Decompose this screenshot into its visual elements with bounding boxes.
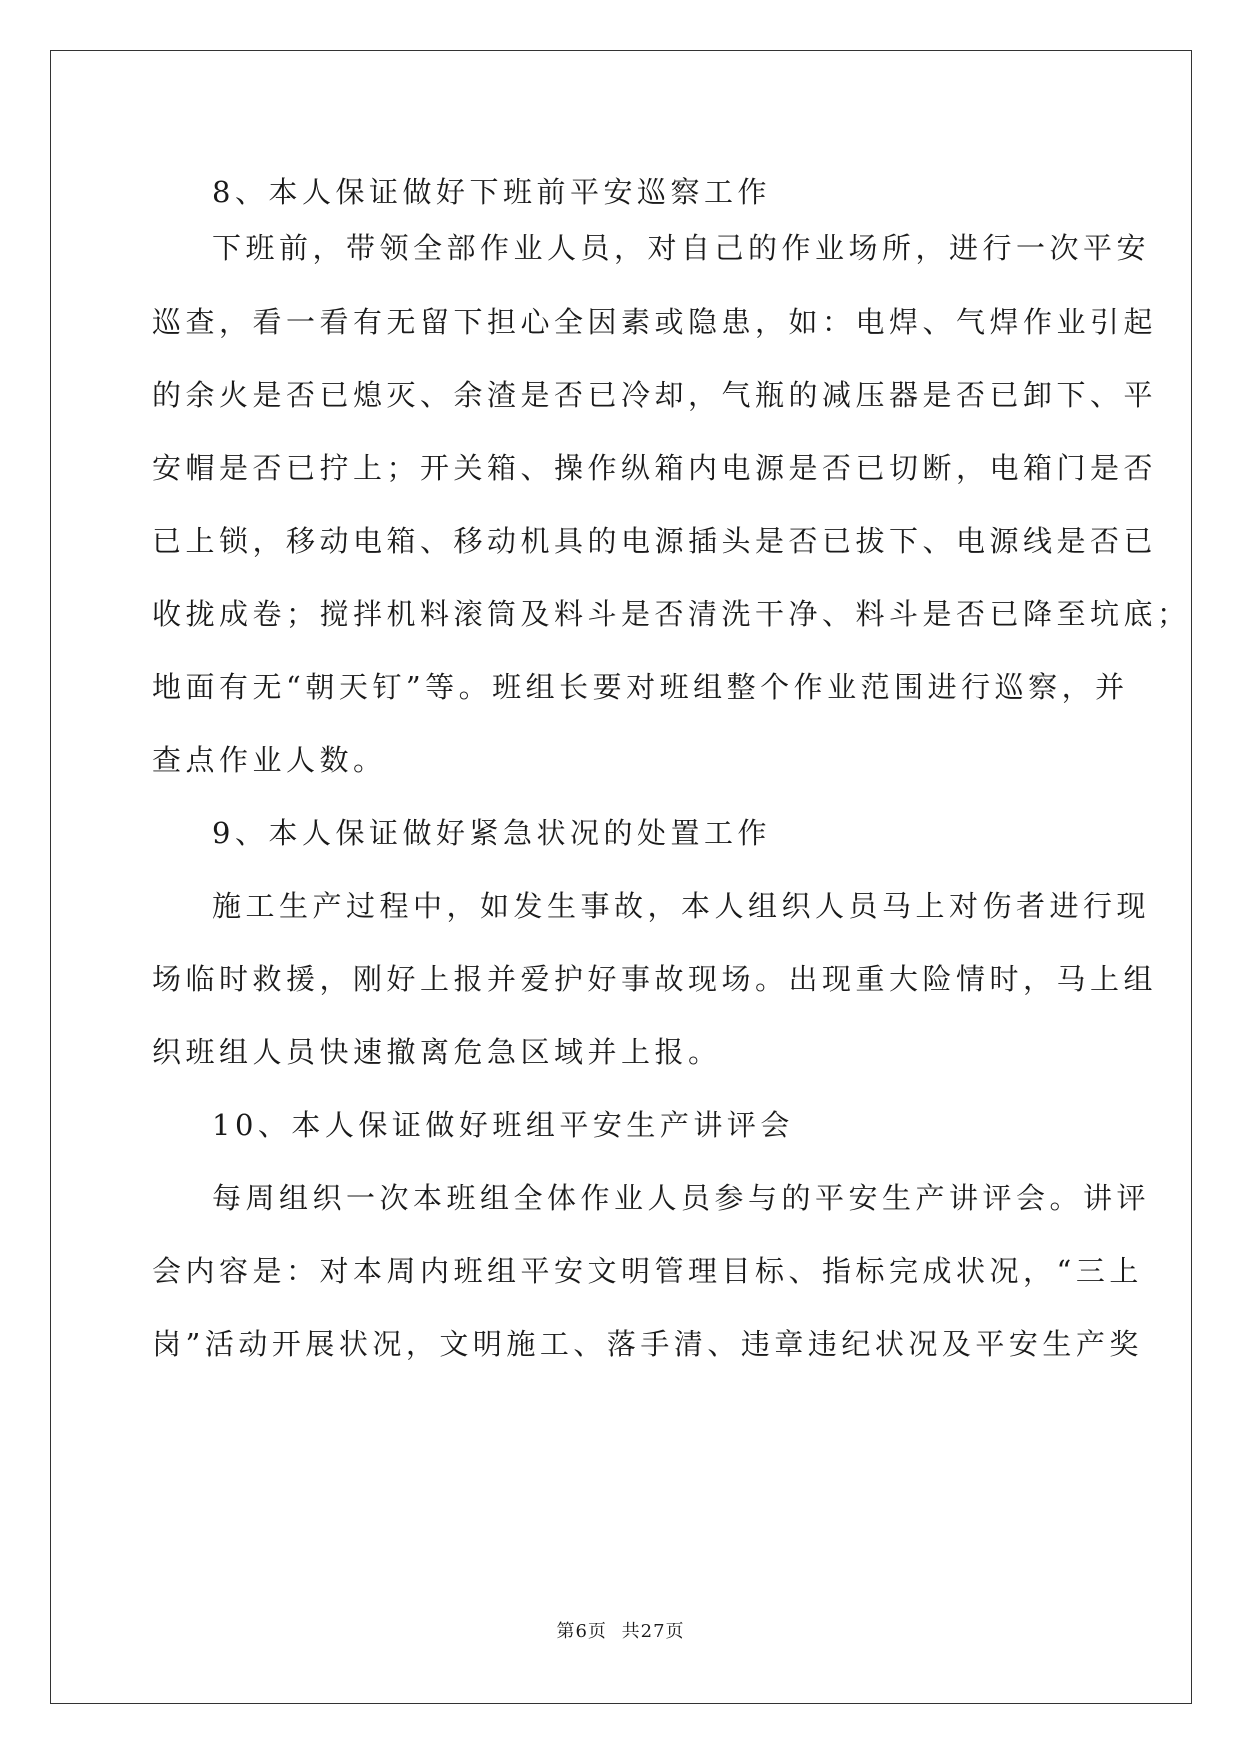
paragraph-line: 织班组人员快速撤离危急区域并上报。 [152, 1035, 722, 1069]
paragraph-line: 地面有无“朝天钉”等。班组长要对班组整个作业范围进行巡察，并 [152, 670, 1129, 704]
paragraph-line: 的余火是否已熄灭、余渣是否已冷却，气瓶的减压器是否已卸下、平 [152, 378, 1158, 412]
paragraph-line: 已上锁，移动电箱、移动机具的电源插头是否已拔下、电源线是否已 [152, 524, 1158, 558]
section-heading-9: 9、本人保证做好紧急状况的处置工作 [212, 816, 771, 850]
paragraph-line: 场临时救援，刚好上报并爱护好事故现场。出现重大险情时，马上组 [152, 962, 1158, 996]
section-heading-10: 10、本人保证做好班组平安生产讲评会 [212, 1108, 794, 1142]
page-border [50, 50, 1192, 1704]
paragraph-line: 收拢成卷；搅拌机料滚筒及料斗是否清洗干净、料斗是否已降至坑底； [152, 597, 1191, 631]
paragraph-line: 岗”活动开展状况，文明施工、落手清、违章违纪状况及平安生产奖 [152, 1327, 1143, 1361]
paragraph-line: 安帽是否已拧上；开关箱、操作纵箱内电源是否已切断，电箱门是否 [152, 451, 1158, 485]
paragraph-line: 会内容是：对本周内班组平安文明管理目标、指标完成状况，“三上 [152, 1254, 1143, 1288]
paragraph-line: 每周组织一次本班组全体作业人员参与的平安生产讲评会。讲评 [212, 1181, 1151, 1215]
paragraph-line: 施工生产过程中，如发生事故，本人组织人员马上对伤者进行现 [212, 889, 1151, 923]
paragraph-line: 巡查，看一看有无留下担心全因素或隐患，如：电焊、气焊作业引起 [152, 305, 1158, 339]
paragraph-line: 查点作业人数。 [152, 743, 387, 777]
paragraph-line: 下班前，带领全部作业人员，对自己的作业场所，进行一次平安 [212, 231, 1151, 265]
page-number: 第6页 [556, 1621, 607, 1642]
section-heading-8: 8、本人保证做好下班前平安巡察工作 [212, 175, 771, 209]
page-footer [0, 1620, 1241, 1644]
page-total: 共27页 [621, 1621, 685, 1642]
